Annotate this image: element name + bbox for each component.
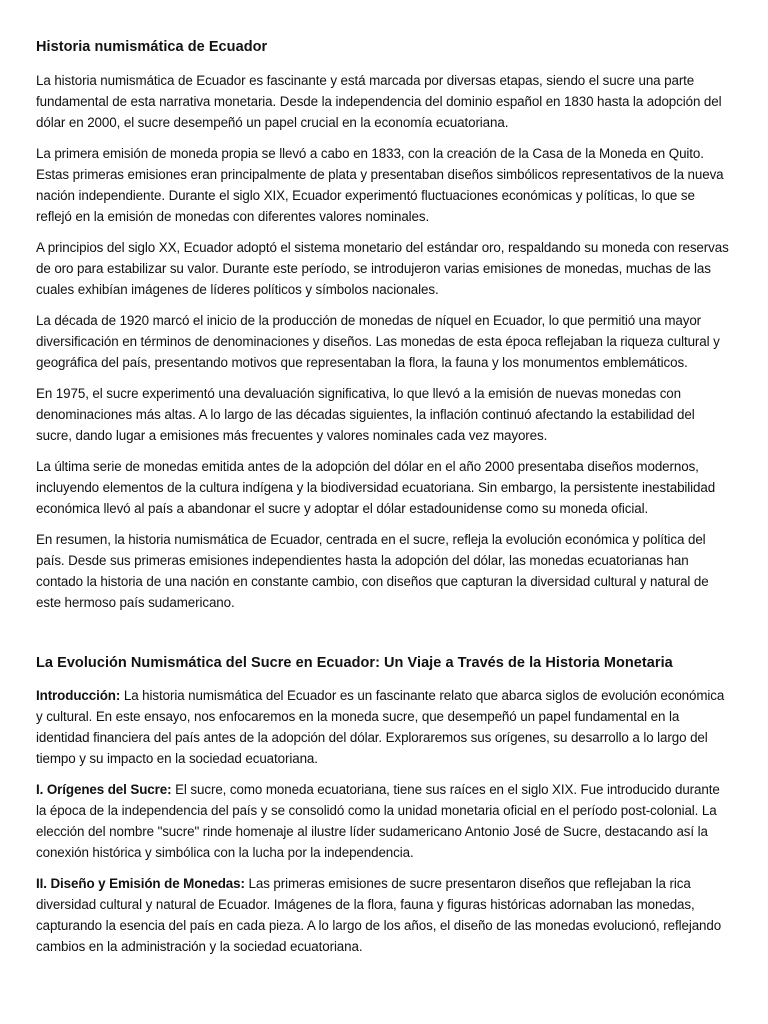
- paragraph-text: Las primeras emisiones de sucre presentaron diseños que reflejaban la rica diversidad cultural y natural de Ecuador. Imágenes de la flora, fauna y figuras históricas adornaban las monedas, capturando la esencia del país en cada pieza. A lo largo de los años, el diseño de las monedas evolucionó, reflejando cambios en la administración y la sociedad ecuatoriana.: [36, 875, 722, 954]
- paragraph-text: La historia numismática del Ecuador es un fascinante relato que abarca siglos de evolución económica y cultural. En este ensayo, nos enfocaremos en la moneda sucre, que desempeñó un papel fundamental en la identidad financiera del país antes de la adopción del dólar. Exploraremos sus orígenes, su desarrollo a lo largo del tiempo y su impacto en la sociedad ecuatoriana.: [36, 687, 725, 766]
- intro-paragraph: [36, 685, 732, 769]
- paragraph-lead: II. Diseño y Emisión de Monedas:: [36, 875, 245, 891]
- paragraph-lead: Introducción:: [36, 687, 121, 703]
- paragraph: En resumen, la historia numismática de Ecuador, centrada en el sucre, refleja la evolución económica y política del país. Desde sus primeras emisiones independientes hasta la adopción del dólar, las monedas ecuatorianas han contado la historia de una nación en constante cambio, con diseños que capturan la diversidad cultural y natural de este hermoso país sudamericano.: [36, 531, 709, 610]
- paragraph: La primera emisión de moneda propia se llevó a cabo en 1833, con la creación de la Casa de la Moneda en Quito. Estas primeras emisiones eran principalmente de plata y presentaban diseños simbólicos representativos de la nueva nación independiente. Durante el siglo XIX, Ecuador experimentó fluctuaciones económicas y políticas, lo que se reflejó en la emisión de monedas con diferentes valores nominales.: [36, 145, 724, 224]
- origins-paragraph: [36, 779, 732, 863]
- section-title: Historia numismática de Ecuador: [36, 39, 268, 55]
- paragraph-lead: I. Orígenes del Sucre:: [36, 781, 172, 797]
- paragraph: A principios del siglo XX, Ecuador adoptó el sistema monetario del estándar oro, respaldando su moneda con reservas de oro para estabilizar su valor. Durante este período, se introdujeron varias emisiones de monedas, muchas de las cuales exhibían imágenes de líderes políticos y símbolos nacionales.: [36, 239, 729, 297]
- essay-title: La Evolución Numismática del Sucre en Ecuador: Un Viaje a Través de la Historia Monetaria: [36, 654, 673, 671]
- paragraph: En 1975, el sucre experimentó una devaluación significativa, lo que llevó a la emisión de nuevas monedas con denominaciones más altas. A lo largo de las décadas siguientes, la inflación continuó afectando la estabilidad del sucre, dando lugar a emisiones más frecuentes y valores nominales cada vez mayores.: [36, 385, 695, 443]
- paragraph-text: El sucre, como moneda ecuatoriana, tiene sus raíces en el siglo XIX. Fue introducido durante la época de la independencia del país y se consolidó como la unidad monetaria oficial en el período post-colonial. La elección del nombre "sucre" rinde homenaje al ilustre líder sudamericano Antonio José de Sucre, destacando así la conexión histórica y simbólica con la lucha por la independencia.: [36, 781, 720, 860]
- design-paragraph: [36, 873, 732, 957]
- paragraph: La última serie de monedas emitida antes de la adopción del dólar en el año 2000 presentaba diseños modernos, incluyendo elementos de la cultura indígena y la biodiversidad ecuatoriana. Sin embargo, la persistente inestabilidad económica llevó al país a abandonar el sucre y adoptar el dólar estadounidense como su moneda oficial.: [36, 458, 716, 516]
- paragraph: La historia numismática de Ecuador es fascinante y está marcada por diversas etapas, siendo el sucre una parte fundamental de esta narrativa monetaria. Desde la independencia del dominio español en 1830 hasta la adopción del dólar en 2000, el sucre desempeñó un papel crucial en la economía ecuatoriana.: [36, 72, 722, 130]
- paragraph: La década de 1920 marcó el inicio de la producción de monedas de níquel en Ecuador, lo que permitió una mayor diversificación en términos de denominaciones y diseños. Las monedas de esta época reflejaban la riqueza cultural y geográfica del país, presentando motivos que representaban la flora, la fauna y los monumentos emblemáticos.: [36, 312, 720, 370]
